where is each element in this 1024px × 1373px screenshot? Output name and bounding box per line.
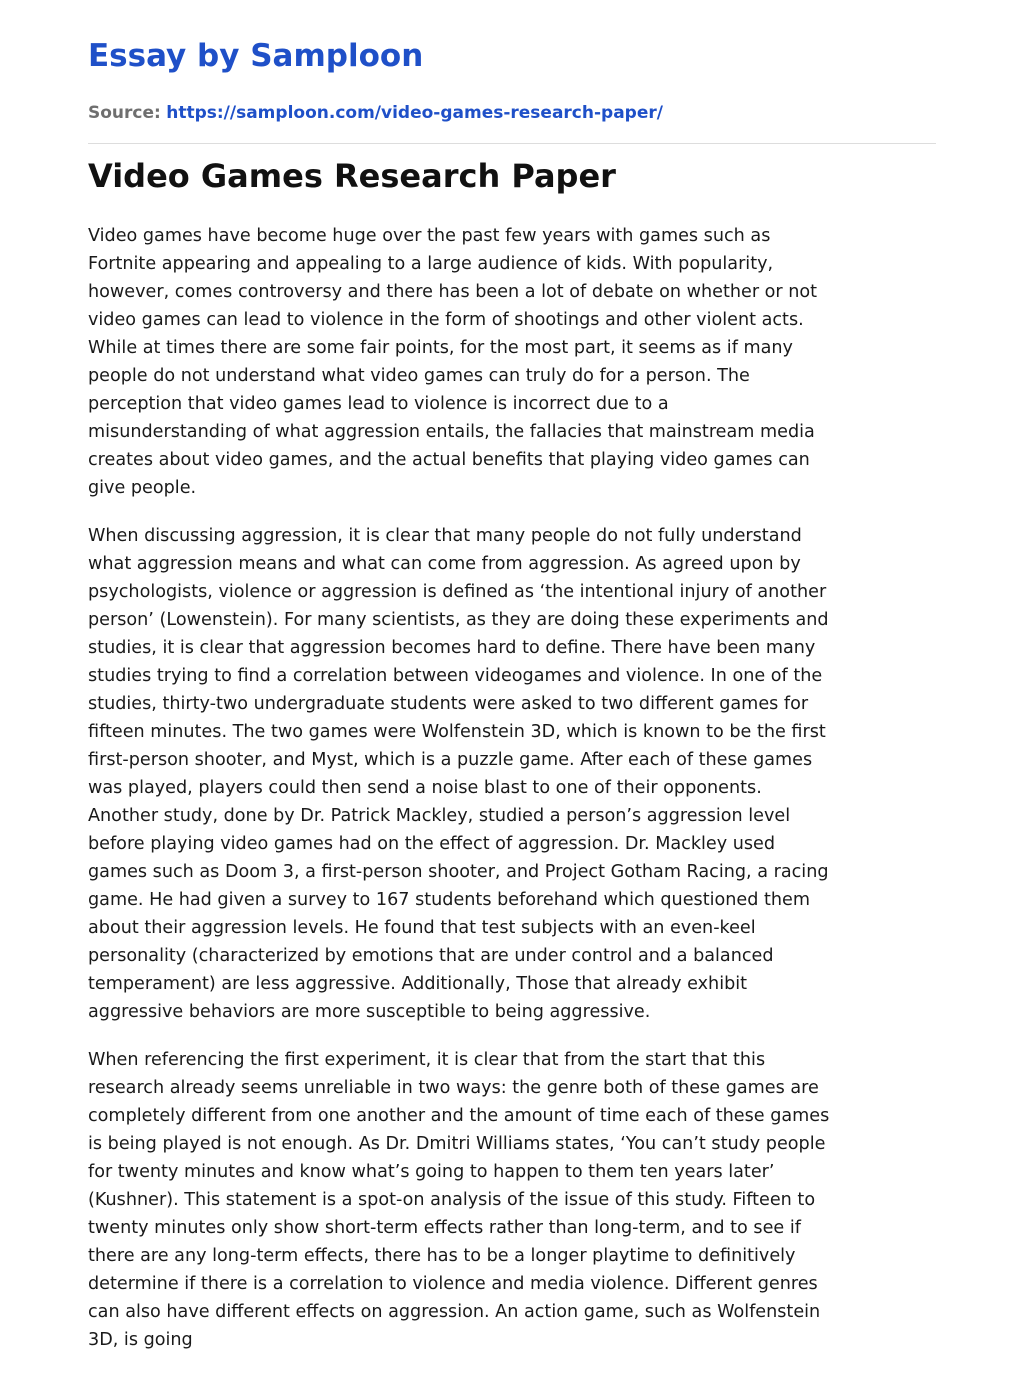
text-line: studies, thirty-two undergraduate students were asked to two different games for xyxy=(88,694,809,714)
text-line: completely different from one another and the amount of time each of these games xyxy=(88,1106,830,1126)
text-line: what aggression means and what can come from aggression. As agreed upon by xyxy=(88,554,801,574)
text-line: game. He had given a survey to 167 students beforehand which questioned them xyxy=(88,890,810,910)
paragraph-1 xyxy=(88,222,936,502)
text-line: fifteen minutes. The two games were Wolfenstein 3D, which is known to be the first xyxy=(88,722,826,742)
text-line: twenty minutes only show short-term effects rather than long-term, and to see if xyxy=(88,1218,801,1238)
text-line: When referencing the first experiment, it is clear that from the start that this xyxy=(88,1050,766,1070)
text-line: there are any long-term effects, there has to be a longer playtime to definitively xyxy=(88,1246,796,1266)
text-line: temperament) are less aggressive. Additionally, Those that already exhibit xyxy=(88,974,748,994)
text-line: give people. xyxy=(88,478,197,498)
brand-title: Essay by Samploon xyxy=(88,38,424,74)
text-line: can also have different effects on aggression. An action game, such as Wolfenstein xyxy=(88,1302,821,1322)
text-line: misunderstanding of what aggression entails, the fallacies that mainstream media xyxy=(88,422,815,442)
text-line: (Kushner). This statement is a spot-on analysis of the issue of this study. Fifteen to xyxy=(88,1190,816,1210)
text-line: aggressive behaviors are more susceptible to being aggressive. xyxy=(88,1002,651,1022)
text-line: Fortnite appearing and appealing to a large audience of kids. With popularity, xyxy=(88,254,774,274)
text-line: people do not understand what video games can truly do for a person. The xyxy=(88,366,750,386)
text-line: games such as Doom 3, a first-person shooter, and Project Gotham Racing, a racing xyxy=(88,862,829,882)
source-label: Source: xyxy=(88,103,161,123)
source-link[interactable]: https://samploon.com/video-games-research-paper/ xyxy=(166,103,663,123)
text-line: video games can lead to violence in the form of shootings and other violent acts. xyxy=(88,310,804,330)
text-line: research already seems unreliable in two ways: the genre both of these games are xyxy=(88,1078,819,1098)
text-line: for twenty minutes and know what’s going to happen to them ten years later’ xyxy=(88,1162,775,1182)
text-line: first-person shooter, and Myst, which is a puzzle game. After each of these games xyxy=(88,750,813,770)
header-divider xyxy=(88,143,936,144)
text-line: was played, players could then send a noise blast to one of their opponents. xyxy=(88,778,762,798)
page-title: Video Games Research Paper xyxy=(88,157,616,195)
paragraph-3 xyxy=(88,1046,936,1354)
text-line: is being played is not enough. As Dr. Dmitri Williams states, ‘You can’t study people xyxy=(88,1134,826,1154)
text-line: person’ (Lowenstein). For many scientists, as they are doing these experiments and xyxy=(88,610,829,630)
text-line: creates about video games, and the actual benefits that playing video games can xyxy=(88,450,810,470)
text-line: however, comes controversy and there has been a lot of debate on whether or not xyxy=(88,282,818,302)
text-line: personality (characterized by emotions that are under control and a balanced xyxy=(88,946,774,966)
text-line: Another study, done by Dr. Patrick Mackley, studied a person’s aggression level xyxy=(88,806,791,826)
text-line: about their aggression levels. He found that test subjects with an even-keel xyxy=(88,918,756,938)
text-line: determine if there is a correlation to violence and media violence. Different genres xyxy=(88,1274,818,1294)
text-line: psychologists, violence or aggression is defined as ‘the intentional injury of another xyxy=(88,582,827,602)
paragraph-2 xyxy=(88,522,936,1026)
text-line: before playing video games had on the effect of aggression. Dr. Mackley used xyxy=(88,834,776,854)
source-line xyxy=(88,101,663,125)
text-line: When discussing aggression, it is clear that many people do not fully understand xyxy=(88,526,802,546)
text-line: studies, it is clear that aggression becomes hard to define. There have been many xyxy=(88,638,816,658)
text-line: 3D, is going xyxy=(88,1330,193,1350)
text-line: While at times there are some fair points, for the most part, it seems as if many xyxy=(88,338,793,358)
text-line: studies trying to find a correlation between videogames and violence. In one of the xyxy=(88,666,823,686)
text-line: Video games have become huge over the past few years with games such as xyxy=(88,226,771,246)
text-line: perception that video games lead to violence is incorrect due to a xyxy=(88,394,669,414)
